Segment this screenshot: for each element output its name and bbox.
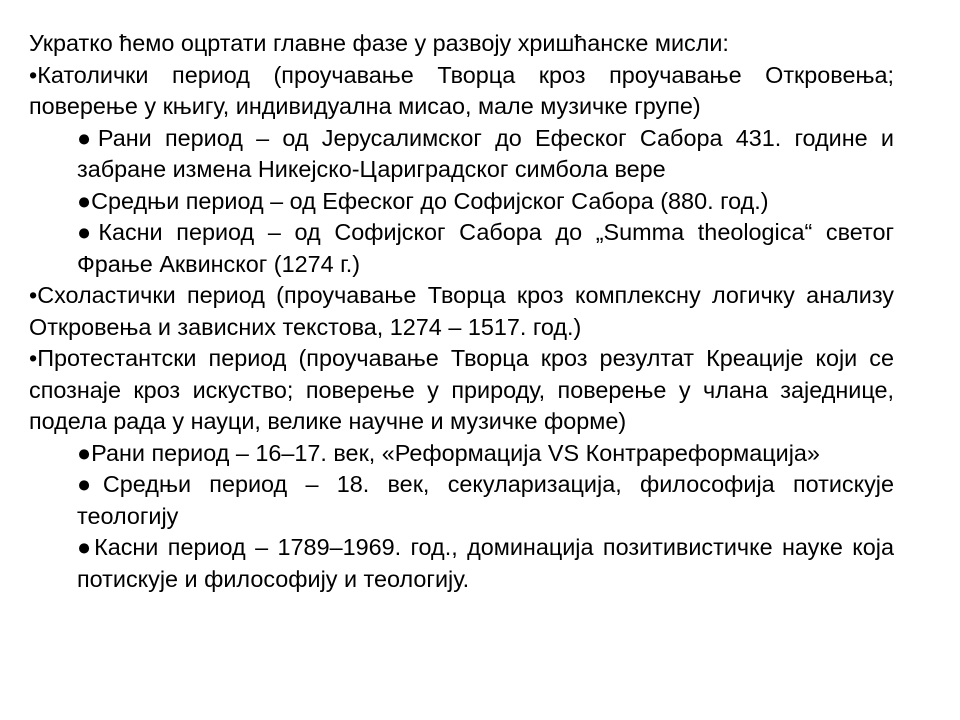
list-item-protestant-period [29, 343, 894, 438]
list-item-protestant-early [29, 438, 894, 470]
list-item-text: Касни период – 1789–1969. год., доминација позитивистичке науке која потискује и философију и теологију. [77, 534, 894, 592]
list-item-text: Рани период – од Јерусалимског до Ефеског Сабора 431. године и забране измена Никејско-Цариградског симбола вере [77, 124, 894, 182]
list-item-text: Средњи период – 18. век, секуларизација, философија потискује теологију [77, 471, 894, 529]
bullet-icon: • [29, 61, 38, 88]
list-item-text: Касни период – од Софијског Сабора до „Summa theologica“ светог Фрање Аквинског (1274 г.) [77, 219, 894, 277]
slide-body [29, 28, 894, 595]
intro-text: Укратко ћемо оцртати главне фазе у развоју хришћанске мисли: [29, 30, 729, 56]
list-item-middle-period [29, 186, 894, 218]
bullet-icon: • [29, 282, 38, 308]
list-item-late-period [29, 217, 894, 280]
list-item-text: Католички период (проучавање Творца кроз проучавање Откровења; поверење у књигу, индивидуална мисао, мале музичке групе) [29, 61, 894, 119]
list-item-protestant-middle [29, 469, 894, 532]
list-item-catholic-period [29, 60, 894, 123]
list-item-early-period [29, 123, 894, 186]
list-item-text: Схоластички период (проучавање Творца кроз комплексну логичку анализу Откровења и зависних текстова, 1274 – 1517. год.) [29, 282, 894, 340]
list-item-text: Средњи период – од Ефеског до Софијског Сабора (880. год.) [91, 187, 769, 214]
list-item-text: Рани период – 16–17. век, «Реформација VS Контрареформација» [91, 439, 820, 466]
bullet-icon: ● [77, 187, 92, 214]
bullet-icon: ● [77, 124, 98, 151]
bullet-icon: • [29, 345, 38, 371]
list-item-scholastic-period [29, 280, 894, 343]
bullet-icon: ● [77, 219, 99, 245]
bullet-icon: ● [77, 471, 103, 497]
list-item-protestant-late [29, 532, 894, 595]
bullet-icon: ● [77, 439, 92, 466]
list-item-text: Протестантски период (проучавање Творца кроз резултат Креације који се спознаје кроз искуство; поверење у природу, поверење у члана заједнице, подела рада у науци, велике научне и музичке форме) [29, 345, 894, 434]
bullet-icon: ● [77, 534, 95, 560]
